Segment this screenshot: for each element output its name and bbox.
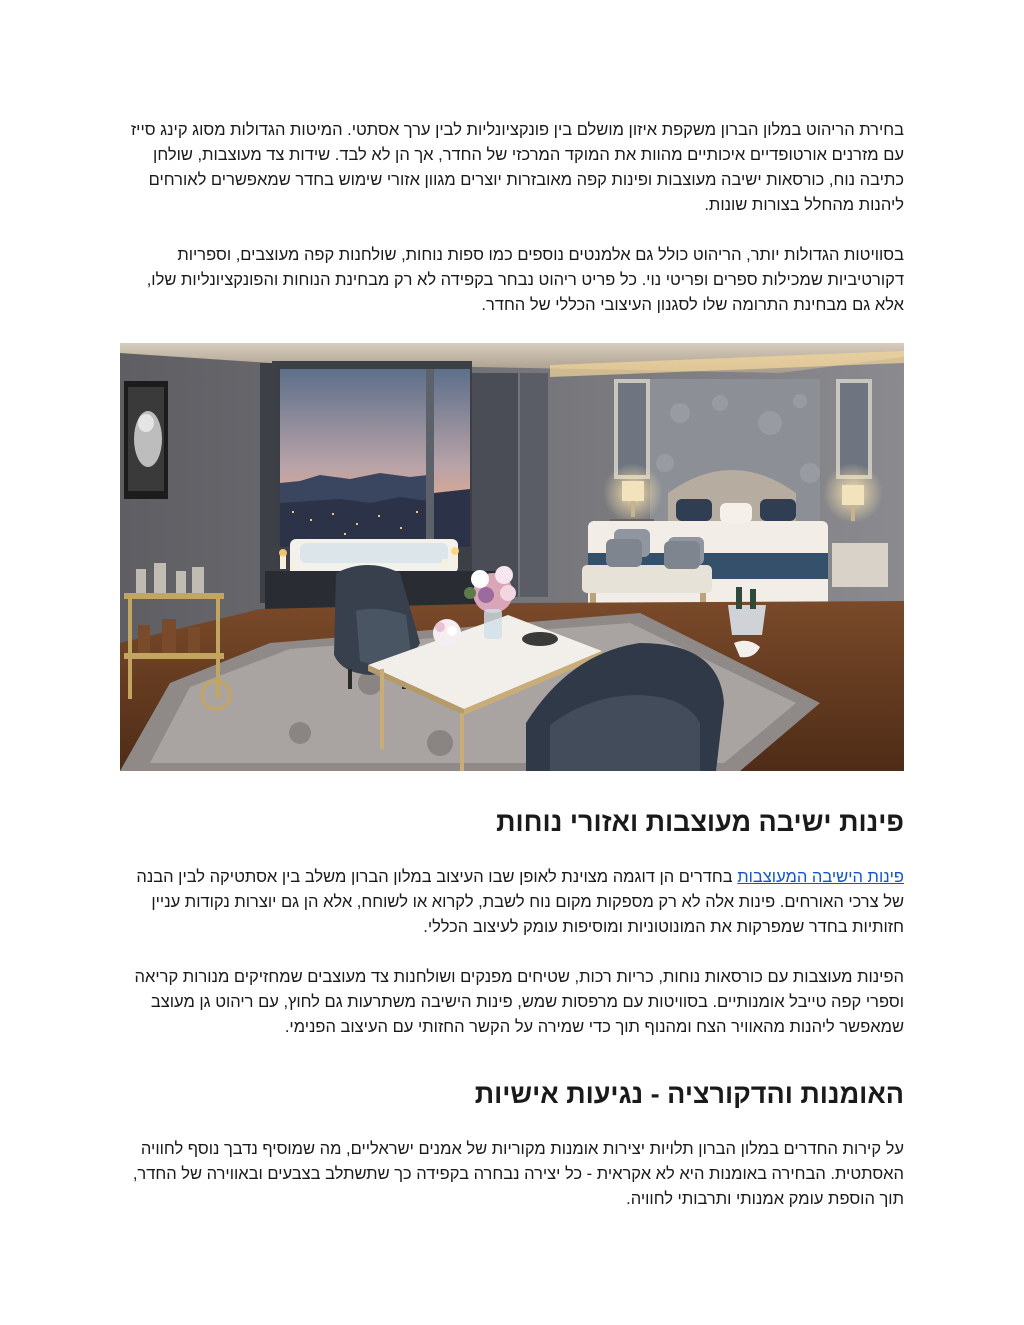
seating-corners-link[interactable]: פינות הישיבה המעוצבות xyxy=(737,868,904,886)
paragraph-suites-furniture: בסוויטות הגדולות יותר, הריהוט כולל גם אלמנטים נוספים כמו ספות נוחות, שולחנות קפה מעוצבים, וספריות דקורטיביות שמכילות ספרים ופריטי נוי. כל פריט ריהוט נבחר בקפידה לא רק מבחינת הנוחות והפונקציונליות שלו, אלא גם מבחינת התרומה שלו לסגנון העיצובי הכללי של החדר. xyxy=(146,246,904,314)
paragraph-seating-corners xyxy=(120,865,904,940)
paragraph-furniture-intro: בחירת הריהוט במלון הברון משקפת איזון מושלם בין פונקציונליות לבין ערך אסתטי. המיטות הגדולות מסוג קינג סייז עם מזרנים אורטופדיים איכותיים מהוות את המוקד המרכזי של החדר, אך הן לא לבד. שידות צד מעוצבות, שולחן כתיבה נוח, כורסאות ישיבה מעוצבות ופינות קפה מאובזרות יוצרים מגוון אזורי שימוש בחדר שמאפשרים לאורחים ליהנות מהחלל בצורות שונות. xyxy=(130,121,904,214)
seating-corners-text: בחדרים הן דוגמה מצוינת לאופן שבו העיצוב במלון הברון משלב בין אסתטיקה לבין הבנה של צרכי האורחים. פינות אלה לא רק מספקות מקום נוח לשבת, לקרוא או לשוחח, אלא הן גם יוצרות נקודות עניין חזותיות בחדר שמפרקות את המונוטוניות ומוסיפות עומק לעיצוב הכללי. xyxy=(136,868,904,936)
article-body xyxy=(120,118,904,1212)
section-heading-seating: פינות ישיבה מעוצבות ואזורי נוחות xyxy=(496,807,904,837)
section-heading-art: האומנות והדקורציה - נגיעות אישיות xyxy=(474,1079,904,1109)
hotel-room-photo xyxy=(120,343,904,771)
paragraph-seating-details: הפינות מעוצבות עם כורסאות נוחות, כריות רכות, שטיחים מפנקים ושולחנות צד מעוצבים שמחזיקים מנורות קריאה וספרי קפה טייבל אומנותיים. בסוויטות עם מרפסות שמש, פינות הישיבה משתרעות גם לחוץ, עם ריהוט גן מעוצב שמאפשר ליהנות מהאוויר הצח ומהנוף תוך כדי שמירה על הקשר החזותי עם העיצוב הפנימי. xyxy=(134,968,904,1036)
paragraph-art: על קירות החדרים במלון הברון תלויות יצירות אומנות מקוריות של אמנים ישראליים, מה שמוסיף נדבך נוסף לחוויה האסתטית. הבחירה באומנות היא לא אקראית - כל יצירה נבחרה בקפידה כך שתשתלב בצבעים ובאווירה של החדר, תוך הוספת עומק אמנותי ותרבותי לחוויה. xyxy=(132,1140,904,1208)
